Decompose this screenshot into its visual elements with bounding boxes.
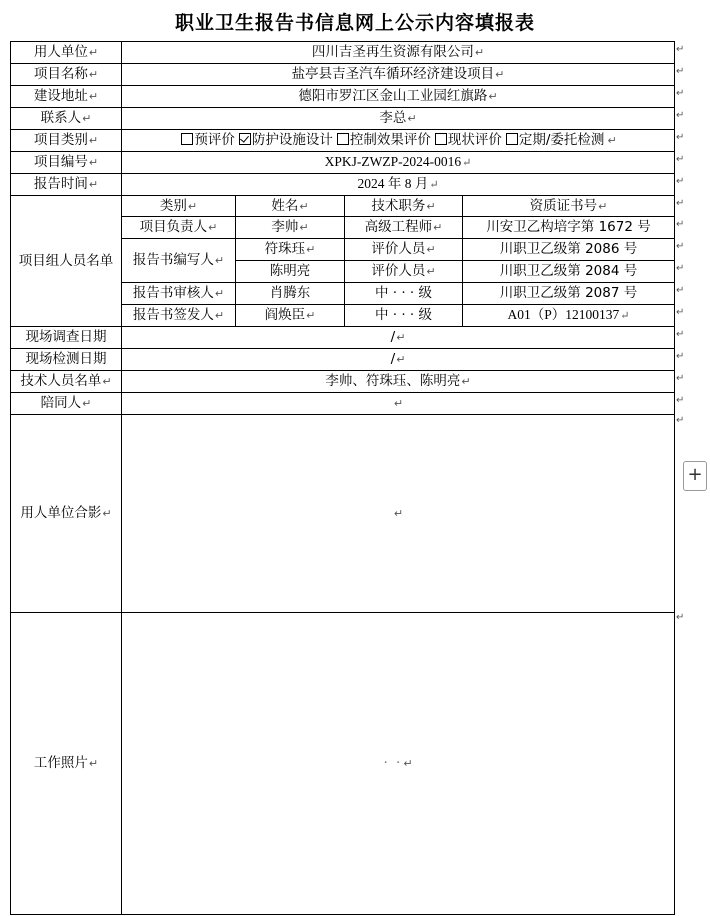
address-label: 建设地址: [33, 88, 88, 105]
team-header-role: 类别: [159, 197, 187, 214]
row-group-photo: 用人单位合影↵ ↵: [11, 415, 675, 613]
row-end-mark: ↵: [676, 285, 685, 296]
category-option-protection-design[interactable]: 防护设施设计: [239, 132, 333, 148]
row-end-mark: ↵: [676, 415, 685, 426]
reviewer-title[interactable]: 中 · · · 级: [374, 285, 433, 302]
row-project-name: 项目名称↵ 盐亭县吉圣汽车循环经济建设项目↵: [11, 64, 675, 86]
group-photo-label: 用人单位合影: [20, 505, 102, 522]
leader-name[interactable]: 李帅: [271, 219, 299, 236]
team-header-cert: 资质证书号: [529, 197, 598, 214]
category-option-control-eval[interactable]: 控制效果评价: [337, 132, 431, 148]
row-end-mark: ↵: [676, 351, 685, 362]
work-photo-area[interactable]: · ·↵: [122, 613, 675, 915]
add-row-button[interactable]: +: [683, 461, 707, 491]
document-title: 职业卫生报告书信息网上公示内容填报表: [174, 12, 535, 34]
row-end-mark: ↵: [676, 132, 685, 143]
project-no-value[interactable]: XPKJ-ZWZP-2024-0016: [324, 154, 462, 170]
work-photo-label: 工作照片: [33, 755, 88, 772]
team-label: 项目组人员名单: [18, 252, 114, 269]
category-options: 预评价 防护设施设计 控制效果评价 现状评价 定期/委托检测 ↵: [122, 130, 675, 152]
form-table: [10, 41, 675, 915]
address-value[interactable]: 德阳市罗江区金山工业园红旗路: [298, 88, 488, 105]
row-end-mark: ↵: [676, 263, 685, 274]
team-row-writer-2: 陈明亮 评价人员↵ 川职卫乙级第 2084 号: [11, 261, 675, 283]
checkbox-icon[interactable]: [337, 133, 349, 145]
row-end-mark: ↵: [676, 612, 685, 623]
row-tech-staff: 技术人员名单↵ 李帅、符珠珏、陈明亮↵: [11, 371, 675, 393]
detect-date-value[interactable]: /: [390, 351, 396, 368]
category-label: 项目类别: [33, 132, 88, 149]
work-photo-value[interactable]: · ·: [383, 755, 403, 772]
team-header-row: 项目组人员名单 类别↵ 姓名↵ 技术职务↵ 资质证书号↵: [11, 196, 675, 217]
project-no-label: 项目编号: [33, 154, 88, 171]
row-end-mark: ↵: [676, 329, 685, 340]
writer-role: 报告书编写人: [132, 252, 214, 269]
writer2-cert[interactable]: 川职卫乙级第 2084 号: [499, 263, 638, 280]
row-end-mark: ↵: [676, 110, 685, 121]
issuer-name[interactable]: 阎焕臣: [264, 307, 306, 324]
row-detect-date: 现场检测日期 /↵: [11, 349, 675, 371]
row-address: 建设地址↵ 德阳市罗江区金山工业园红旗路↵: [11, 86, 675, 108]
team-header-title: 技术职务: [371, 197, 426, 214]
row-end-mark: ↵: [676, 241, 685, 252]
writer1-title[interactable]: 评价人员: [371, 241, 426, 258]
employer-label: 用人单位: [33, 44, 88, 61]
row-end-mark: ↵: [676, 44, 685, 55]
row-report-time: 报告时间↵ 2024 年 8 月↵: [11, 174, 675, 196]
row-category: 项目类别↵ 预评价 防护设施设计 控制效果评价 现状评价 定期/委托检测 ↵: [11, 130, 675, 152]
writer1-name[interactable]: 符珠珏: [264, 241, 306, 258]
leader-role: 项目负责人: [139, 219, 208, 236]
team-row-reviewer: 报告书审核人↵ 肖腾东 中 · · · 级 川职卫乙级第 2087 号: [11, 283, 675, 305]
project-name-label: 项目名称: [33, 66, 88, 83]
team-header-name: 姓名: [271, 197, 299, 214]
row-survey-date: 现场调查日期 /↵: [11, 327, 675, 349]
row-end-mark: ↵: [676, 66, 685, 77]
survey-date-label: 现场调查日期: [25, 329, 107, 346]
employer-value[interactable]: 四川吉圣再生资源有限公司: [311, 44, 474, 61]
row-project-no: 项目编号↵ XPKJ-ZWZP-2024-0016↵: [11, 152, 675, 174]
contact-value[interactable]: 李总: [379, 110, 407, 127]
row-end-mark: ↵: [676, 307, 685, 318]
category-option-pre-eval[interactable]: 预评价: [181, 132, 235, 148]
row-end-mark: ↵: [676, 373, 685, 384]
leader-title[interactable]: 高级工程师: [364, 219, 433, 236]
writer2-name[interactable]: 陈明亮: [269, 263, 311, 280]
row-end-mark: ↵: [676, 395, 685, 406]
row-end-mark: ↵: [676, 219, 685, 230]
checkbox-checked-icon[interactable]: [239, 133, 251, 145]
row-contact: 联系人↵ 李总↵: [11, 108, 675, 130]
issuer-cert[interactable]: A01（P）12100137: [507, 307, 620, 323]
checkbox-icon[interactable]: [181, 133, 193, 145]
group-photo-area[interactable]: ↵: [122, 415, 675, 613]
issuer-role: 报告书签发人: [132, 307, 214, 324]
detect-date-label: 现场检测日期: [25, 351, 107, 368]
reviewer-role: 报告书审核人: [132, 285, 214, 302]
reviewer-name[interactable]: 肖腾东: [269, 285, 311, 302]
row-work-photo: 工作照片↵ · ·↵: [11, 613, 675, 915]
leader-cert[interactable]: 川安卫乙构培字第 1672 号: [486, 219, 651, 236]
team-row-leader: 项目负责人↵ 李帅↵ 高级工程师↵ 川安卫乙构培字第 1672 号: [11, 217, 675, 239]
contact-label: 联系人: [40, 110, 82, 127]
checkbox-icon[interactable]: [506, 133, 518, 145]
report-time-value[interactable]: 2024 年 8 月: [357, 176, 429, 192]
issuer-title[interactable]: 中 · · · 级: [374, 307, 433, 324]
category-option-periodic-detect[interactable]: 定期/委托检测: [506, 132, 605, 148]
report-time-label: 报告时间: [33, 176, 88, 193]
row-end-mark: ↵: [676, 198, 685, 209]
reviewer-cert[interactable]: 川职卫乙级第 2087 号: [499, 285, 638, 302]
writer2-title[interactable]: 评价人员: [371, 263, 426, 280]
row-end-mark: ↵: [676, 176, 685, 187]
row-escort: 陪同人↵ ↵: [11, 393, 675, 415]
team-row-issuer: 报告书签发人↵ 阎焕臣↵ 中 · · · 级 A01（P）12100137↵: [11, 305, 675, 327]
project-name-value[interactable]: 盐亭县吉圣汽车循环经济建设项目: [291, 66, 495, 83]
row-end-mark: ↵: [676, 88, 685, 99]
tech-staff-value[interactable]: 李帅、符珠珏、陈明亮: [325, 373, 461, 390]
team-row-writer-1: 报告书编写人↵ 符珠珏↵ 评价人员↵ 川职卫乙级第 2086 号: [11, 239, 675, 261]
category-option-status-eval[interactable]: 现状评价: [435, 132, 502, 148]
escort-label: 陪同人: [40, 395, 82, 412]
survey-date-value[interactable]: /: [390, 329, 396, 346]
checkbox-icon[interactable]: [435, 133, 447, 145]
row-end-mark: ↵: [676, 154, 685, 165]
writer1-cert[interactable]: 川职卫乙级第 2086 号: [499, 241, 638, 258]
tech-staff-label: 技术人员名单: [20, 373, 102, 390]
row-employer: 用人单位↵ 四川吉圣再生资源有限公司↵: [11, 42, 675, 64]
